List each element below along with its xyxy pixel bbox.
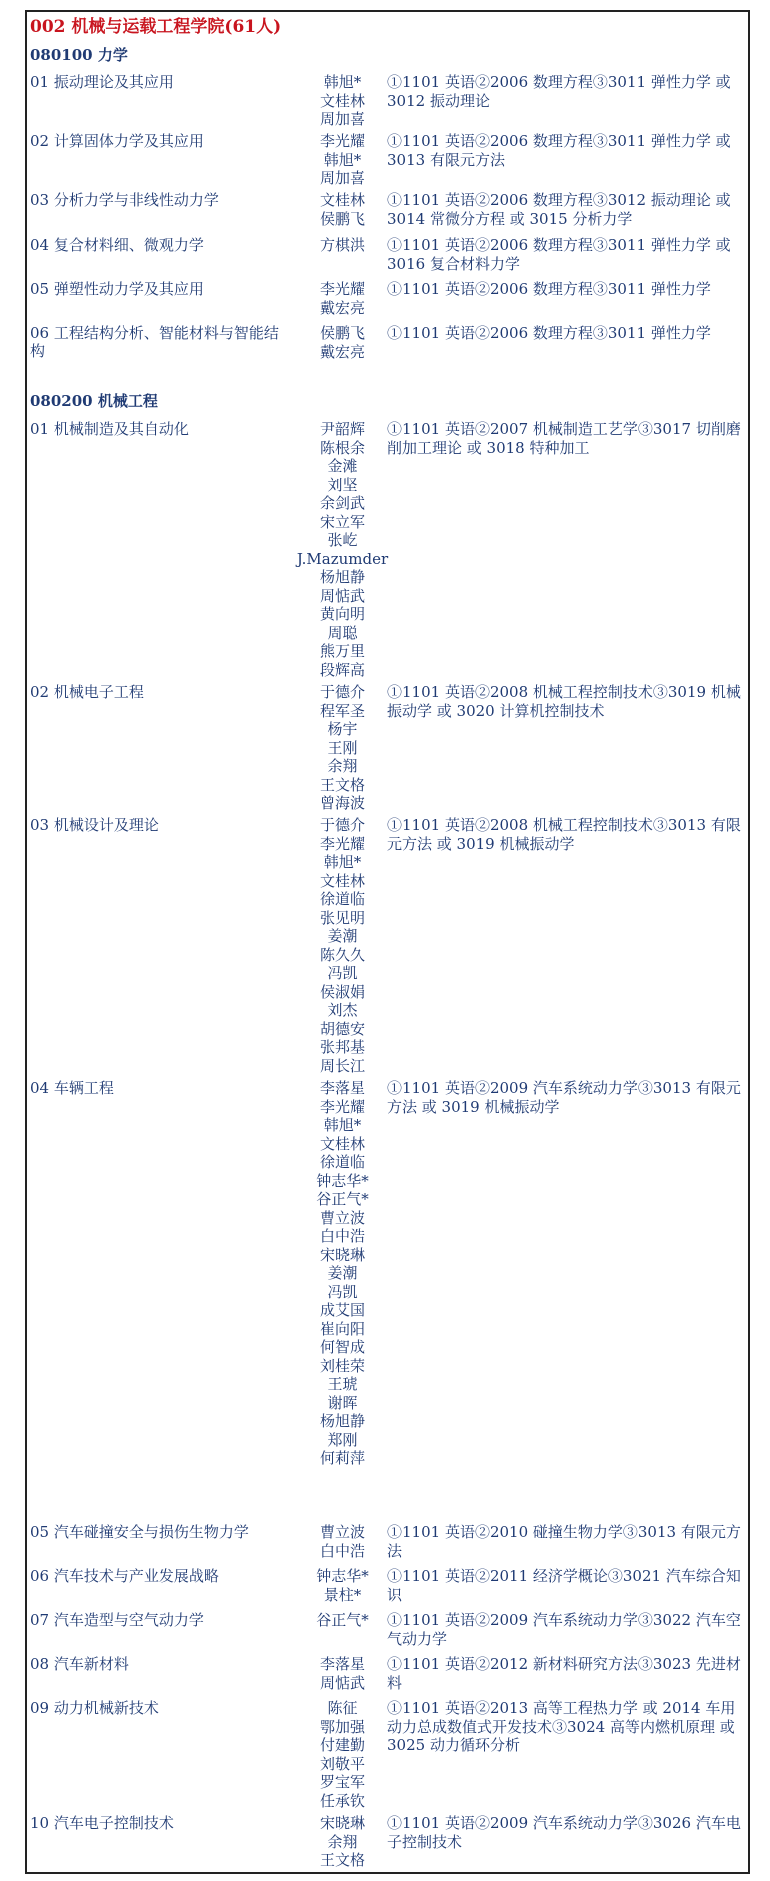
school-title: 002 机械与运载工程学院(61人) — [30, 17, 282, 37]
direction-name: 02 计算固体力学及其应用 — [30, 132, 204, 150]
exam-subjects: ①1101 英语②2009 汽车系统动力学③3022 汽车空气动力学 — [387, 1611, 741, 1648]
exam-subjects: ①1101 英语②2008 机械工程控制技术③3019 机械振动学 或 3020 计算机控制技术 — [387, 683, 741, 720]
exam-subjects: ①1101 英语②2009 汽车系统动力学③3026 汽车电子控制技术 — [387, 1814, 741, 1851]
direction-name: 06 工程结构分析、智能材料与智能结构 — [30, 324, 279, 360]
exam-subjects: ①1101 英语②2013 高等工程热力学 或 2014 车用动力总成数值式开发技术③3024 高等内燃机原理 或 3025 动力循环分析 — [387, 1699, 736, 1754]
advisor-list: 李光耀 戴宏亮 — [319, 280, 365, 317]
direction-name: 04 复合材料细、微观力学 — [30, 236, 204, 254]
advisor-list: 李落星 周惦武 — [319, 1655, 365, 1692]
advisor-list: 李光耀 韩旭* 周加喜 — [319, 132, 365, 187]
direction-name: 05 弹塑性动力学及其应用 — [30, 280, 204, 298]
advisor-list: 于德介 李光耀 韩旭* 文桂林 徐道临 张见明 姜潮 陈久久 冯凯 侯淑娟 刘杰 胡德安 张邦基 周长江 — [319, 816, 365, 1075]
exam-subjects: ①1101 英语②2008 机械工程控制技术③3013 有限元方法 或 3019 机械振动学 — [387, 816, 741, 853]
advisor-list: 陈征 鄂加强 付建勤 刘敬平 罗宝军 任承钦 — [319, 1699, 365, 1810]
direction-name: 03 分析力学与非线性动力学 — [30, 191, 219, 209]
advisor-list: 李落星 李光耀 韩旭* 文桂林 徐道临 钟志华* 谷正气* 曹立波 白中浩 宋晓琳 姜潮 冯凯 成艾国 崔向阳 何智成 刘桂荣 王琥 谢晖 杨旭静 郑刚 何莉萍 — [316, 1079, 369, 1467]
exam-subjects: ①1101 英语②2006 数理方程③3011 弹性力学 — [387, 280, 711, 298]
major-heading-mechanics: 080100 力学 — [30, 46, 128, 64]
exam-subjects: ①1101 英语②2006 数理方程③3011 弹性力学 或 3012 振动理论 — [387, 73, 731, 110]
advisor-list: 钟志华* 景柱* — [316, 1567, 369, 1604]
direction-name: 04 车辆工程 — [30, 1079, 114, 1097]
advisor-list: 曹立波 白中浩 — [319, 1523, 365, 1560]
direction-name: 10 汽车电子控制技术 — [30, 1814, 174, 1832]
advisor-list: 于德介 程军圣 杨宇 王刚 余翔 王文格 曾海波 — [319, 683, 365, 812]
advisor-list: 方棋洪 — [319, 236, 365, 254]
advisor-list: 尹韶辉 陈根余 金滩 刘坚 余剑武 宋立军 张屹 J.Mazumder 杨旭静 周惦武 黄向明 周聪 熊万里 段辉高 — [296, 420, 389, 679]
major-heading-mechanical-engineering: 080200 机械工程 — [30, 392, 158, 410]
exam-subjects: ①1101 英语②2011 经济学概论③3021 汽车综合知识 — [387, 1567, 741, 1604]
exam-subjects: ①1101 英语②2007 机械制造工艺学③3017 切削磨削加工理论 或 3018 特种加工 — [387, 420, 741, 457]
direction-name: 03 机械设计及理论 — [30, 816, 159, 834]
advisor-list: 宋晓琳 余翔 王文格 — [319, 1814, 365, 1869]
advisor-list: 文桂林 侯鹏飞 — [319, 191, 365, 228]
direction-name: 08 汽车新材料 — [30, 1655, 129, 1673]
advisor-list: 侯鹏飞 戴宏亮 — [319, 324, 365, 361]
advisor-list: 韩旭* 文桂林 周加喜 — [319, 73, 365, 128]
exam-subjects: ①1101 英语②2006 数理方程③3012 振动理论 或 3014 常微分方程 或 3015 分析力学 — [387, 191, 731, 228]
direction-name: 09 动力机械新技术 — [30, 1699, 159, 1717]
direction-name: 05 汽车碰撞安全与损伤生物力学 — [30, 1523, 249, 1541]
direction-name: 06 汽车技术与产业发展战略 — [30, 1567, 219, 1585]
exam-subjects: ①1101 英语②2010 碰撞生物力学③3013 有限元方法 — [387, 1523, 741, 1560]
direction-name: 01 机械制造及其自动化 — [30, 420, 189, 438]
direction-name: 07 汽车造型与空气动力学 — [30, 1611, 204, 1629]
exam-subjects: ①1101 英语②2012 新材料研究方法③3023 先进材料 — [387, 1655, 741, 1692]
direction-name: 01 振动理论及其应用 — [30, 73, 174, 91]
exam-subjects: ①1101 英语②2006 数理方程③3011 弹性力学 或 3013 有限元方法 — [387, 132, 731, 169]
exam-subjects: ①1101 英语②2009 汽车系统动力学③3013 有限元方法 或 3019 机械振动学 — [387, 1079, 741, 1116]
advisor-list: 谷正气* — [316, 1611, 369, 1629]
direction-name: 02 机械电子工程 — [30, 683, 144, 701]
exam-subjects: ①1101 英语②2006 数理方程③3011 弹性力学 或 3016 复合材料力学 — [387, 236, 731, 273]
exam-subjects: ①1101 英语②2006 数理方程③3011 弹性力学 — [387, 324, 711, 342]
